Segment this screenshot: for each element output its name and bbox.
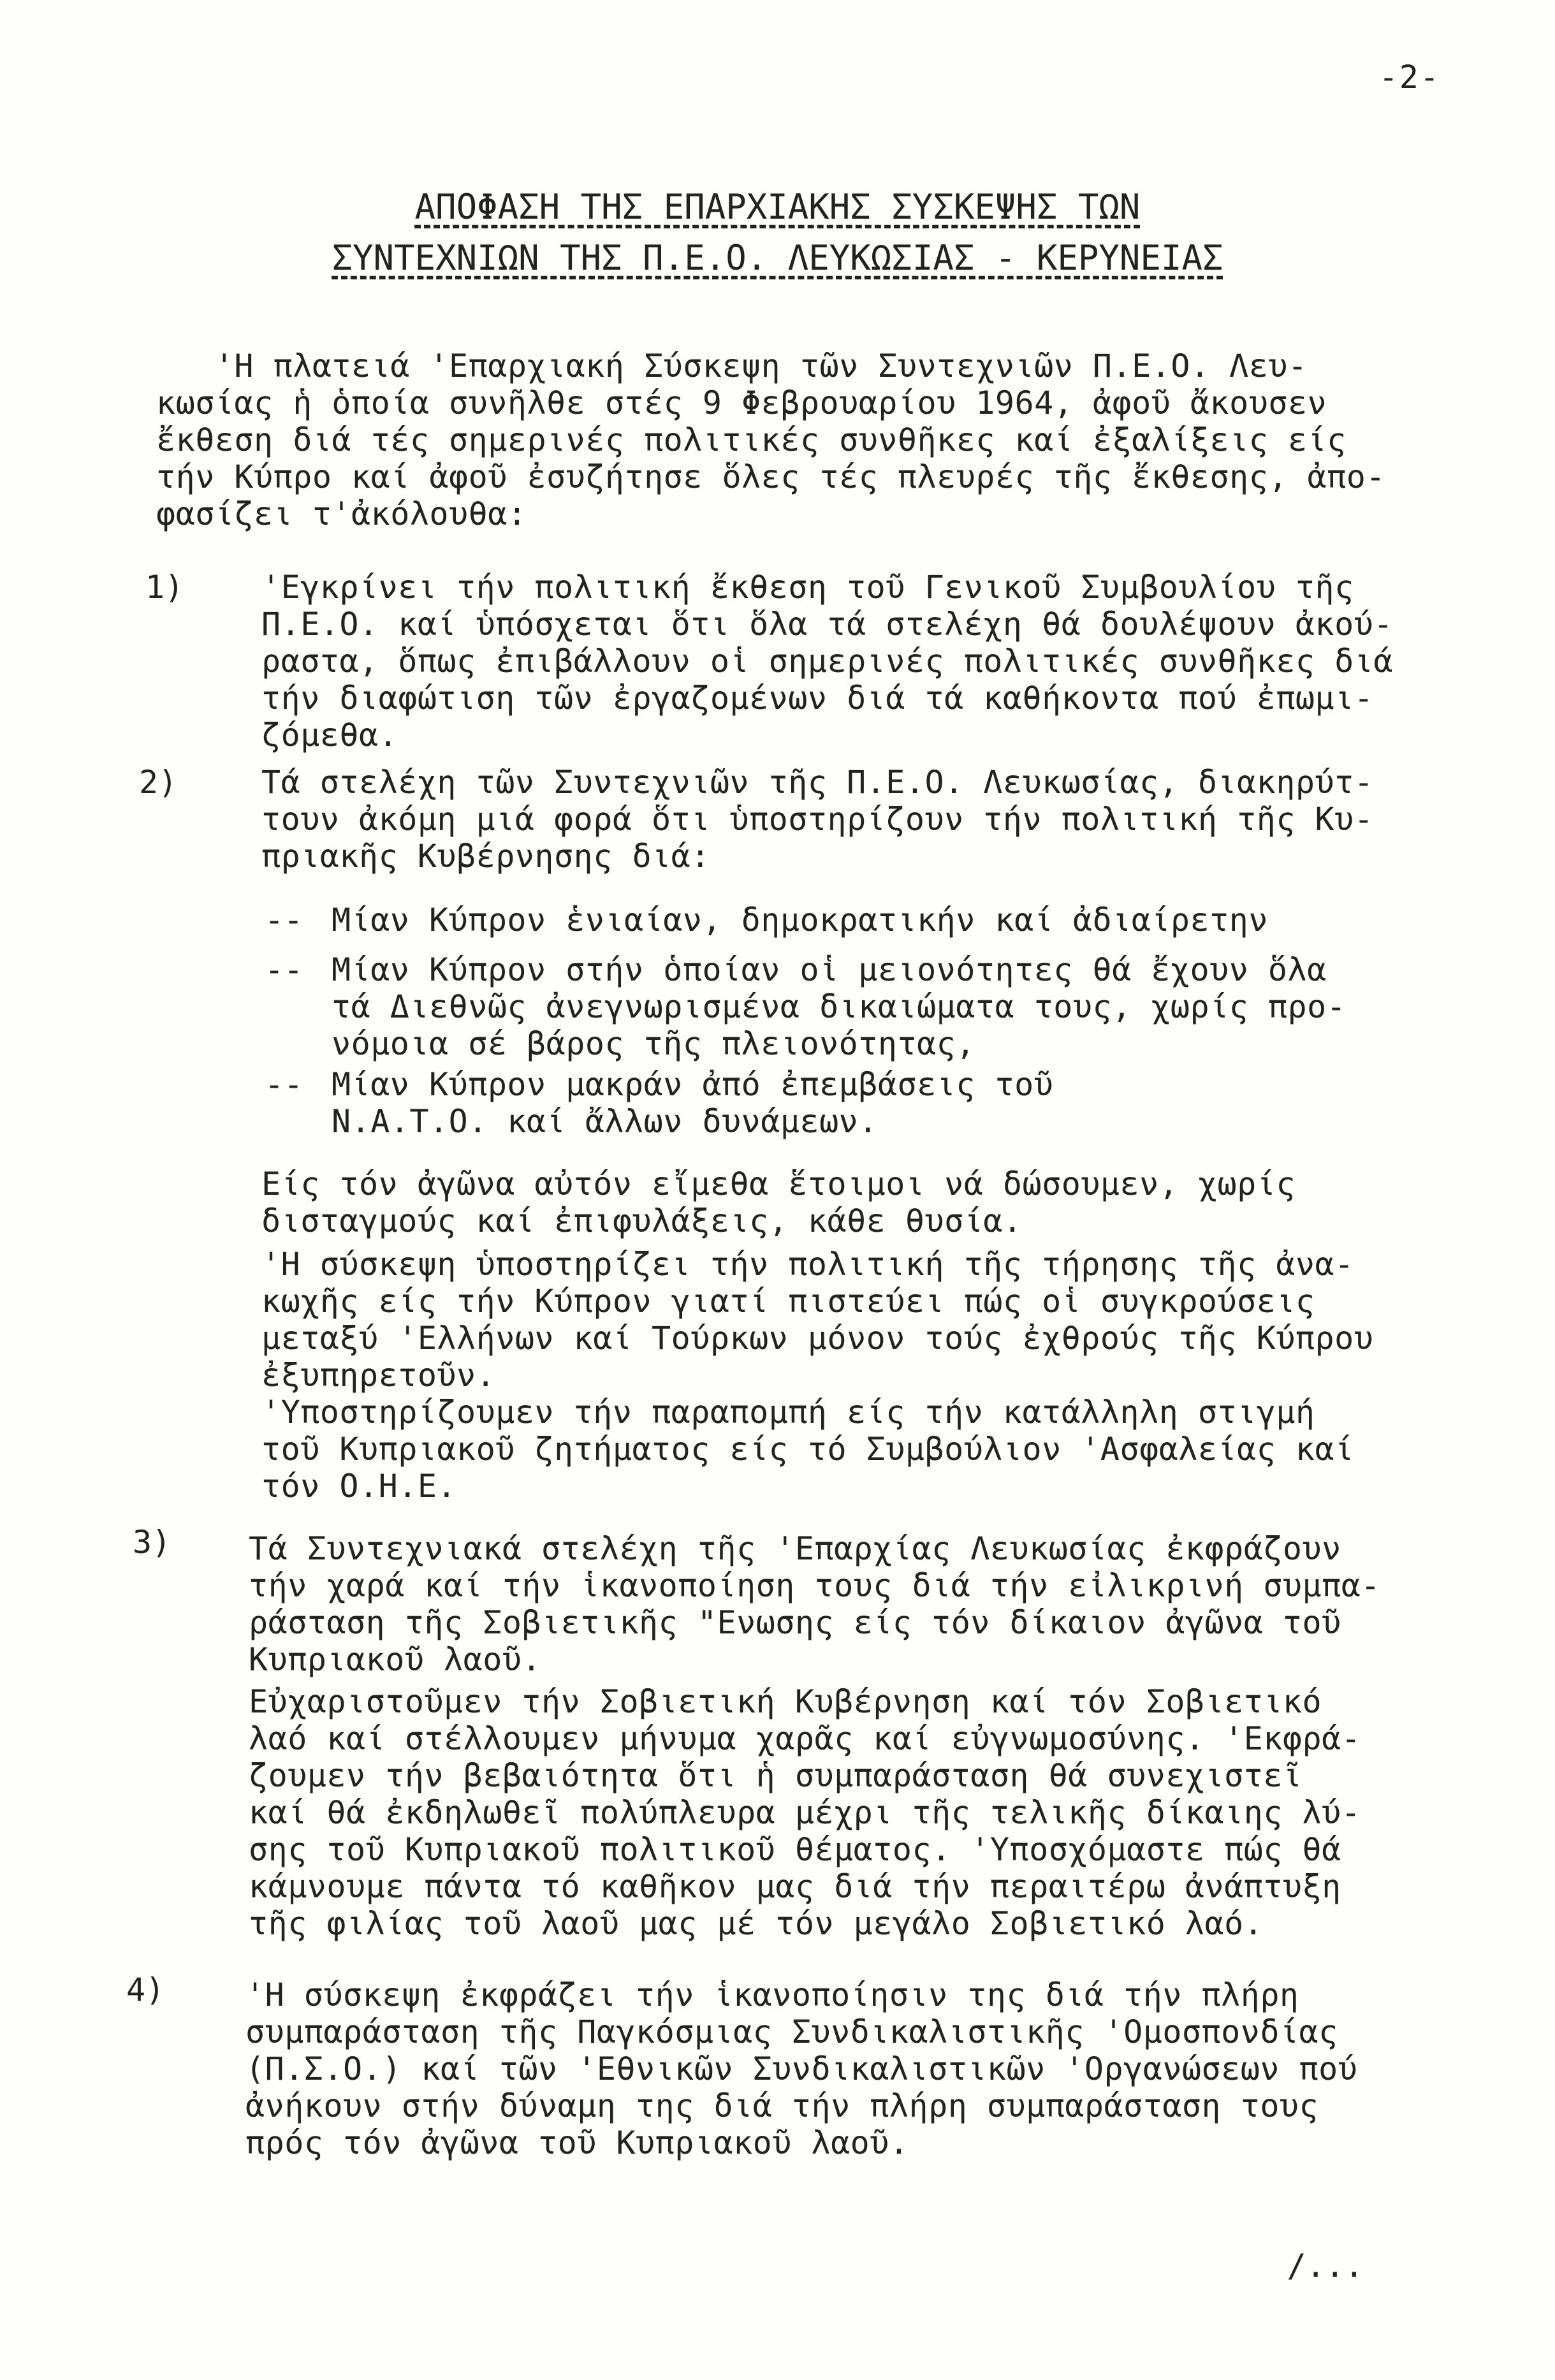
bullet-dash-1: -- [265,902,303,938]
item-2-paragraph-2: 'Η σύσκεψη ὑποστηρίζει τήν πολιτική τῆς τήρησης τῆς ἀνα- κωχῆς είς τήν Κύπρον γιατί πιστεύει πώς οἱ συγκρούσεις μεταξύ 'Ελλήνων καί Τούρκων μόνον τούς ἐχθρούς τῆς Κύπρου ἐξυπηρετοῦν. [261,1246,1374,1394]
item-number-1: 1) [145,569,184,606]
item-text-4: 'Η σύσκεψη ἐκφράζει τήν ἱκανοποίησιν της διά τήν πλήρη συμπαράσταση τῆς Παγκόσμιας Συνδικαλιστικῆς 'Ομοσπονδίας (Π.Σ.Ο.) καί τῶν 'Εθνικῶν Συνδικαλιστικῶν 'Οργανώσεων πού ἀνήκουν στήν δύναμη της διά τήν πλήρη συμπαράσταση τους πρός τόν ἀγῶνα τοῦ Κυπριακοῦ λαοῦ. [245,1976,1358,2161]
bullet-text-2: Μίαν Κύπρον στήν ὁποίαν οἱ μειονότητες θά ἔχουν ὅλα τά Διεθνῶς ἀνεγνωρισμένα δικαιώματα τους, χωρίς προ- νόμοια σέ βάρος τῆς πλειονότητας, [332,951,1347,1062]
title-line-2: ΣΥΝΤΕΧΝΙΩΝ ΤΗΣ Π.Ε.Ο. ΛΕΥΚΩΣΙΑΣ - ΚΕΡΥΝΕΙΑΣ [332,238,1223,278]
item-number-4: 4) [126,1971,165,2008]
item-number-3: 3) [133,1524,172,1561]
bullet-dash-2: -- [265,951,303,988]
document-title [0,182,1555,284]
item-3-paragraph: Εὐχαριστοῦμεν τήν Σοβιετική Κυβέρνηση καί τόν Σοβιετικό λαό καί στέλλουμεν μήνυμα χαρᾶς καί εὐγνωμοσύνης. 'Εκφρά- ζουμεν τήν βεβαιότητα ὅτι ἡ συμπαράσταση θά συνεχιστεῖ καί θά ἐκδηλωθεῖ πολύπλευρα μέχρι τῆς τελικῆς δίκαιης λύ- σης τοῦ Κυπριακοῦ πολιτικοῦ θέματος. 'Υποσχόμαστε πώς θά κάμνουμε πάντα τό καθῆκον μας διά τήν περαιτέρω ἀνάπτυξη τῆς φιλίας τοῦ λαοῦ μας μέ τόν μεγάλο Σοβιετικό λαό. [249,1683,1361,1942]
bullet-dash-3: -- [265,1066,303,1103]
item-2-paragraph-3: 'Υποστηρίζουμεν τήν παραπομπή είς τήν κατάλληλη στιγμή τοῦ Κυπριακοῦ ζητήματος είς τό Συμβούλιον 'Ασφαλείας καί τόν O.H.E. [261,1394,1354,1505]
item-2-paragraph-1: Είς τόν ἀγῶνα αὐτόν εἴμεθα ἕτοιμοι νά δώσουμεν, χωρίς δισταγμούς καί ἐπιφυλάξεις, κάθε θυσία. [261,1165,1296,1239]
item-text-3: Τά Συντεχνιακά στελέχη τῆς 'Επαρχίας Λευκωσίας ἐκφράζουν τήν χαρά καί τήν ἱκανοποίηση τους διά τήν εἰλικρινή συμπα- ράσταση τῆς Σοβιετικῆς "Ενωσης είς τόν δίκαιον ἀγῶνα τοῦ Κυπριακοῦ λαοῦ. [249,1530,1380,1678]
bullet-text-1: Μίαν Κύπρον ἑνιαίαν, δημοκρατικήν καί ἀδιαίρετην [332,902,1268,938]
continuation-mark: /... [1287,2247,1364,2284]
intro-paragraph: 'Η πλατειά 'Επαρχιακή Σύσκεψη τῶν Συντεχνιῶν Π.Ε.Ο. Λευ- κωσίας ἡ ὁποία συνῆλθε στές 9 Φεβρουαρίου 1964, ἀφοῦ ἄκουσεν ἔκθεση διά τές σημερινές πολιτικές συνθῆκες καί ἐξαλίξεις είς τήν Κύπρο καί ἀφοῦ ἐσυζήτησε ὅλες τές πλευρές τῆς ἔκθεσης, ἀπο- φασίζει τ'ἀκόλουθα: [156,347,1385,532]
item-text-2: Τά στελέχη τῶν Συντεχνιῶν τῆς Π.Ε.Ο. Λευκωσίας, διακηρύτ- τουν ἀκόμη μιά φορά ὅτι ὑποστηρίζουν τήν πολιτική τῆς Κυ- πριακῆς Κυβέρνησης διά: [261,764,1374,875]
title-line-1: ΑΠΟΦΑΣΗ ΤΗΣ ΕΠΑΡΧΙΑΚΗΣ ΣΥΣΚΕΨΗΣ ΤΩΝ [414,187,1141,227]
page-number: -2- [1378,59,1440,96]
bullet-text-3: Μίαν Κύπρον μακράν ἀπό ἐπεμβάσεις τοῦ N.A.T.O. καί ἄλλων δυνάμεων. [332,1066,1054,1140]
item-number-2: 2) [139,764,178,801]
item-text-1: 'Εγκρίνει τήν πολιτική ἔκθεση τοῦ Γενικοῦ Συμβουλίου τῆς Π.Ε.Ο. καί ὑπόσχεται ὅτι ὅλα τά στελέχη θά δουλέψουν ἀκού- ραστα, ὅπως ἐπιβάλλουν οἱ σημερινές πολιτικές συνθῆκες διά τήν διαφώτιση τῶν ἐργαζομένων διά τά καθήκοντα πού ἐπωμι- ζόμεθα. [261,569,1393,754]
